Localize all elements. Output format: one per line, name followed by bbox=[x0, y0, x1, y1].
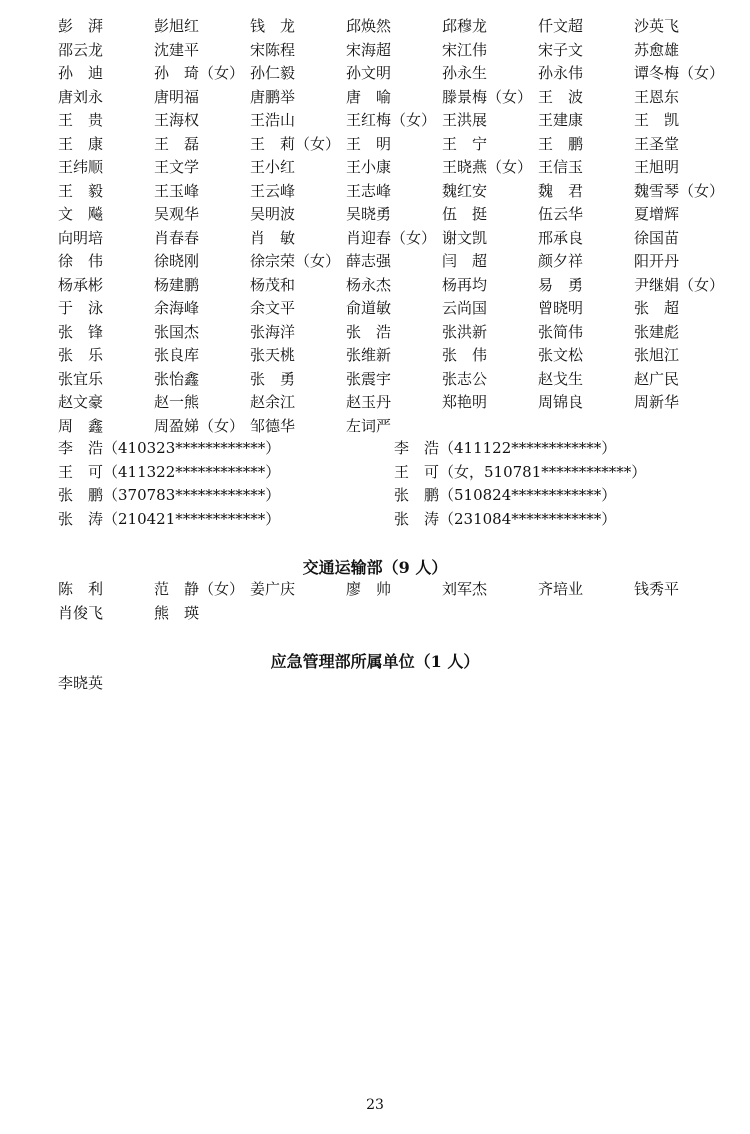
person-name: 孙永伟 bbox=[538, 64, 584, 83]
person-name-with-id: 王 可（女，510781************） bbox=[394, 462, 647, 481]
person-name: 张 乐 bbox=[58, 346, 104, 365]
person-name: 文 飚 bbox=[58, 205, 104, 224]
person-name: 肖迎春（女） bbox=[346, 228, 437, 247]
person-name: 肖春春 bbox=[154, 228, 200, 247]
person-name: 张宜乐 bbox=[58, 369, 104, 388]
person-name: 吴明波 bbox=[250, 205, 296, 224]
person-name: 王小红 bbox=[250, 158, 296, 177]
person-name: 赵戈生 bbox=[538, 369, 584, 388]
person-name: 王浩山 bbox=[250, 111, 296, 130]
person-name: 王海权 bbox=[154, 111, 200, 130]
person-name: 赵文豪 bbox=[58, 393, 104, 412]
person-name: 张 勇 bbox=[250, 369, 296, 388]
person-name: 宋陈程 bbox=[250, 40, 296, 59]
person-name: 张 超 bbox=[634, 299, 680, 318]
name-row bbox=[58, 415, 730, 439]
person-name-with-id: 张 涛（210421************） bbox=[58, 509, 281, 528]
person-name: 滕景梅（女） bbox=[442, 87, 533, 106]
person-name: 王 莉（女） bbox=[250, 134, 341, 153]
person-name: 闫 超 bbox=[442, 252, 488, 271]
person-name: 赵玉丹 bbox=[346, 393, 392, 412]
name-row bbox=[58, 321, 730, 345]
person-name: 谭冬梅（女） bbox=[634, 64, 725, 83]
name-row bbox=[58, 180, 730, 204]
person-name: 唐 喻 bbox=[346, 87, 392, 106]
person-name: 张志公 bbox=[442, 369, 488, 388]
person-name: 孙永生 bbox=[442, 64, 488, 83]
person-name: 王旭明 bbox=[634, 158, 680, 177]
person-name: 杨茂和 bbox=[250, 275, 296, 294]
person-name: 王纬顺 bbox=[58, 158, 104, 177]
person-name: 张海洋 bbox=[250, 322, 296, 341]
person-name: 王 明 bbox=[346, 134, 392, 153]
name-row bbox=[58, 274, 730, 298]
person-name: 彭旭红 bbox=[154, 17, 200, 36]
person-name: 肖俊飞 bbox=[58, 603, 104, 622]
person-name: 王云峰 bbox=[250, 181, 296, 200]
person-name: 左词严 bbox=[346, 416, 392, 435]
person-name: 孙文明 bbox=[346, 64, 392, 83]
person-name: 王 鹏 bbox=[538, 134, 584, 153]
person-name: 张洪新 bbox=[442, 322, 488, 341]
person-name: 齐培业 bbox=[538, 580, 584, 599]
person-name: 徐 伟 bbox=[58, 252, 104, 271]
person-name: 杨建鹏 bbox=[154, 275, 200, 294]
person-name: 赵一熊 bbox=[154, 393, 200, 412]
person-name: 唐明福 bbox=[154, 87, 200, 106]
person-name: 尹继娟（女） bbox=[634, 275, 725, 294]
name-row bbox=[58, 344, 730, 368]
person-name: 邱穆龙 bbox=[442, 17, 488, 36]
person-name: 向明培 bbox=[58, 228, 104, 247]
person-name: 周新华 bbox=[634, 393, 680, 412]
person-name: 孙仁毅 bbox=[250, 64, 296, 83]
section-title-emergency: 应急管理部所属单位（1 人） bbox=[270, 652, 480, 671]
person-name: 张 伟 bbox=[442, 346, 488, 365]
person-name: 王圣堂 bbox=[634, 134, 680, 153]
person-name: 范 静（女） bbox=[154, 580, 245, 599]
person-name: 周锦良 bbox=[538, 393, 584, 412]
section-list-emergency bbox=[58, 672, 730, 696]
person-name: 王信玉 bbox=[538, 158, 584, 177]
person-name: 徐晓刚 bbox=[154, 252, 200, 271]
person-name: 陈 利 bbox=[58, 580, 104, 599]
person-name: 彭 湃 bbox=[58, 17, 104, 36]
name-row bbox=[58, 62, 730, 86]
person-name: 赵广民 bbox=[634, 369, 680, 388]
name-row bbox=[58, 297, 730, 321]
name-row bbox=[58, 86, 730, 110]
person-name: 易 勇 bbox=[538, 275, 584, 294]
section-title-transport: 交通运输部（9 人） bbox=[302, 558, 448, 577]
person-name: 周盈娣（女） bbox=[154, 416, 245, 435]
person-name: 王文学 bbox=[154, 158, 200, 177]
person-name: 唐刘永 bbox=[58, 87, 104, 106]
person-name: 魏红安 bbox=[442, 181, 488, 200]
person-name: 王玉峰 bbox=[154, 181, 200, 200]
person-name: 刘军杰 bbox=[442, 580, 488, 599]
person-name: 阳开丹 bbox=[634, 252, 680, 271]
person-name: 孙 琦（女） bbox=[154, 64, 245, 83]
person-name: 杨永杰 bbox=[346, 275, 392, 294]
person-name: 薛志强 bbox=[346, 252, 392, 271]
person-name: 吴晓勇 bbox=[346, 205, 392, 224]
id-name-list bbox=[58, 436, 730, 530]
person-name: 王 毅 bbox=[58, 181, 104, 200]
person-name: 杨再均 bbox=[442, 275, 488, 294]
person-name: 邹德华 bbox=[250, 416, 296, 435]
person-name: 王建康 bbox=[538, 111, 584, 130]
person-name: 张 浩 bbox=[346, 322, 392, 341]
person-name: 王 贵 bbox=[58, 111, 104, 130]
person-name: 吴观华 bbox=[154, 205, 200, 224]
name-row bbox=[58, 39, 730, 63]
name-row bbox=[58, 15, 730, 39]
person-name: 张国杰 bbox=[154, 322, 200, 341]
person-name: 王 波 bbox=[538, 87, 584, 106]
person-name: 钱 龙 bbox=[250, 17, 296, 36]
name-row bbox=[58, 602, 730, 626]
name-row bbox=[58, 203, 730, 227]
person-name: 王小康 bbox=[346, 158, 392, 177]
name-row bbox=[58, 156, 730, 180]
person-name: 李晓英 bbox=[58, 674, 104, 693]
person-name: 熊 瑛 bbox=[154, 603, 200, 622]
person-name: 张建彪 bbox=[634, 322, 680, 341]
person-name: 沈建平 bbox=[154, 40, 200, 59]
person-name: 于 泳 bbox=[58, 299, 104, 318]
person-name: 张旭江 bbox=[634, 346, 680, 365]
id-name-row bbox=[58, 507, 730, 531]
person-name: 张简伟 bbox=[538, 322, 584, 341]
person-name: 魏 君 bbox=[538, 181, 584, 200]
person-name: 夏增辉 bbox=[634, 205, 680, 224]
person-name: 王志峰 bbox=[346, 181, 392, 200]
person-name-with-id: 张 鹏（370783************） bbox=[58, 486, 281, 505]
person-name: 伍 挺 bbox=[442, 205, 488, 224]
person-name: 王 凯 bbox=[634, 111, 680, 130]
name-row bbox=[58, 391, 730, 415]
person-name: 张天桃 bbox=[250, 346, 296, 365]
name-row bbox=[58, 133, 730, 157]
person-name: 宋海超 bbox=[346, 40, 392, 59]
person-name: 姜广庆 bbox=[250, 580, 296, 599]
person-name: 徐国苗 bbox=[634, 228, 680, 247]
person-name: 周 鑫 bbox=[58, 416, 104, 435]
person-name: 魏雪琴（女） bbox=[634, 181, 725, 200]
person-name: 伍云华 bbox=[538, 205, 584, 224]
id-name-row bbox=[58, 483, 730, 507]
person-name: 唐鹏举 bbox=[250, 87, 296, 106]
person-name: 邢承良 bbox=[538, 228, 584, 247]
id-name-row bbox=[58, 436, 730, 460]
person-name: 王恩东 bbox=[634, 87, 680, 106]
person-name: 钱秀平 bbox=[634, 580, 680, 599]
name-row bbox=[58, 250, 730, 274]
person-name: 张 锋 bbox=[58, 322, 104, 341]
person-name: 肖 敏 bbox=[250, 228, 296, 247]
person-name: 王红梅（女） bbox=[346, 111, 437, 130]
person-name-with-id: 李 浩（410323************） bbox=[58, 439, 281, 458]
person-name: 余文平 bbox=[250, 299, 296, 318]
page-number: 23 bbox=[366, 1097, 384, 1113]
section-list-transport bbox=[58, 578, 730, 625]
person-name: 曾晓明 bbox=[538, 299, 584, 318]
name-row bbox=[58, 368, 730, 392]
person-name: 王 磊 bbox=[154, 134, 200, 153]
person-name: 张文松 bbox=[538, 346, 584, 365]
person-name: 张维新 bbox=[346, 346, 392, 365]
name-list-grid bbox=[58, 15, 730, 438]
person-name: 张怡鑫 bbox=[154, 369, 200, 388]
person-name: 张良库 bbox=[154, 346, 200, 365]
person-name: 颜夕祥 bbox=[538, 252, 584, 271]
name-row bbox=[58, 227, 730, 251]
person-name: 俞道敏 bbox=[346, 299, 392, 318]
person-name: 徐宗荣（女） bbox=[250, 252, 341, 271]
person-name: 王 康 bbox=[58, 134, 104, 153]
person-name: 赵余江 bbox=[250, 393, 296, 412]
person-name: 张震宇 bbox=[346, 369, 392, 388]
person-name-with-id: 张 涛（231084************） bbox=[394, 509, 617, 528]
person-name: 谢文凯 bbox=[442, 228, 488, 247]
person-name: 杨承彬 bbox=[58, 275, 104, 294]
person-name: 王洪展 bbox=[442, 111, 488, 130]
name-row bbox=[58, 109, 730, 133]
person-name-with-id: 张 鹏（510824************） bbox=[394, 486, 617, 505]
person-name: 廖 帅 bbox=[346, 580, 392, 599]
person-name: 余海峰 bbox=[154, 299, 200, 318]
id-name-row bbox=[58, 460, 730, 484]
person-name: 孙 迪 bbox=[58, 64, 104, 83]
person-name: 仟文超 bbox=[538, 17, 584, 36]
person-name-with-id: 王 可（411322************） bbox=[58, 462, 281, 481]
person-name: 沙英飞 bbox=[634, 17, 680, 36]
name-row bbox=[58, 672, 730, 696]
person-name: 宋子文 bbox=[538, 40, 584, 59]
person-name: 邵云龙 bbox=[58, 40, 104, 59]
person-name: 王晓燕（女） bbox=[442, 158, 533, 177]
person-name: 邱焕然 bbox=[346, 17, 392, 36]
person-name: 郑艳明 bbox=[442, 393, 488, 412]
person-name: 苏愈雄 bbox=[634, 40, 680, 59]
person-name: 云尚国 bbox=[442, 299, 488, 318]
person-name-with-id: 李 浩（411122************） bbox=[394, 439, 617, 458]
name-row bbox=[58, 578, 730, 602]
person-name: 王 宁 bbox=[442, 134, 488, 153]
person-name: 宋江伟 bbox=[442, 40, 488, 59]
